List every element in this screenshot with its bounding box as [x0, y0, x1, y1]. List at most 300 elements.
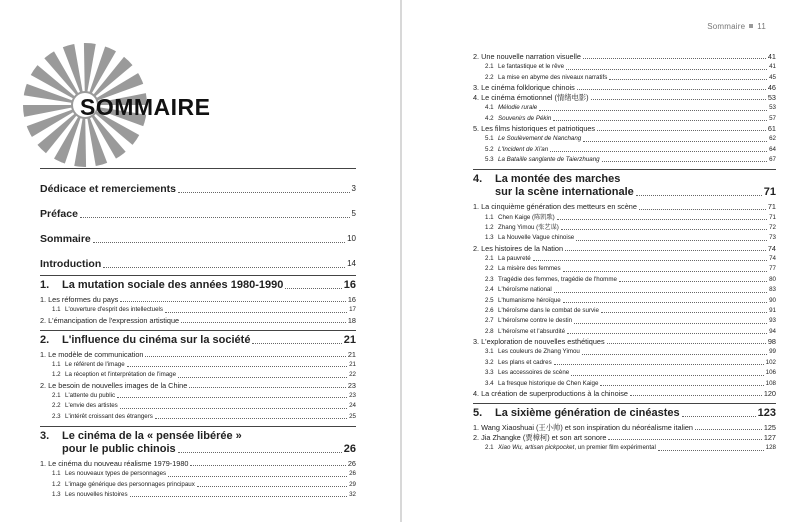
toc-entry-label	[40, 350, 143, 360]
toc-entry-label	[40, 459, 188, 469]
toc-entry-label	[485, 254, 531, 264]
toc-entry-text: 1. Wang Xiaoshuai (王小帅) et son inspiration du néoréalisme italien	[473, 423, 693, 433]
toc-entry-label	[485, 306, 599, 316]
toc-entry-label	[473, 433, 606, 443]
chapter-page: 123	[757, 407, 776, 420]
toc-subsection-entry	[473, 296, 776, 306]
dot-leader	[565, 250, 766, 251]
toc-subsection-entry	[473, 145, 776, 155]
toc-page-number: 45	[769, 73, 776, 81]
toc-entry-label	[473, 244, 563, 254]
toc-entry-label: Dédicace et remerciements	[40, 183, 176, 195]
chapter-number: 2.	[40, 333, 50, 346]
toc-entry-label	[485, 73, 607, 83]
toc-entry-label	[473, 52, 581, 62]
toc-page-number: 10	[347, 234, 356, 243]
toc-subsection-entry	[473, 134, 776, 144]
toc-entry-number: 1.2	[52, 480, 61, 488]
toc-subsection-entry	[473, 73, 776, 83]
toc-entry-text: L'héroïsme national	[498, 286, 552, 294]
dot-leader	[557, 219, 767, 220]
toc-entry-number: 2.6	[485, 306, 494, 314]
toc-entry-number: 2.8	[485, 327, 494, 335]
dot-leader	[155, 418, 347, 419]
toc-entry-number: 5.1	[485, 135, 494, 143]
toc-entry-text-rest: , un premier film expérimental	[574, 444, 656, 452]
toc-entry-text: La misère des femmes	[498, 265, 561, 273]
toc-page-number: 25	[349, 412, 356, 420]
toc-entry-text: L'Incident de Xi'an	[498, 145, 549, 153]
toc-page-number: 61	[767, 124, 776, 134]
toc-entry-text: 5. Les films historiques et patriotiques	[473, 124, 596, 134]
dot-leader	[576, 240, 767, 241]
dot-leader	[189, 387, 346, 388]
toc-entry-label	[485, 134, 581, 144]
toc-entry-label	[40, 381, 187, 391]
dot-leader	[168, 476, 347, 477]
toc-section-entry	[473, 202, 776, 212]
toc-subsection-entry	[40, 305, 356, 315]
chapter-title: Le cinéma de la « pensée libérée »	[62, 430, 242, 443]
running-head-text: Sommaire	[707, 22, 746, 31]
toc-subsection-entry	[40, 401, 356, 411]
chapter-title: sur la scène internationale	[495, 186, 634, 199]
toc-page-number: 108	[765, 379, 776, 387]
page-title: SOMMAIRE	[80, 94, 211, 120]
dot-leader	[190, 465, 345, 466]
toc-page-number: 64	[769, 145, 776, 153]
toc-entry-label	[52, 469, 166, 479]
toc-entry-text: 2. L'émancipation de l'expression artistique	[40, 315, 180, 325]
toc-entry-text: L'intérêt croissant des étrangers	[65, 412, 153, 420]
toc-entry-text: La pauvreté	[498, 255, 531, 263]
dot-leader	[695, 429, 762, 430]
dot-leader	[639, 209, 766, 210]
toc-entry-label	[485, 223, 559, 233]
toc-page-number: 53	[767, 93, 776, 103]
toc-page-number: 73	[769, 234, 776, 242]
dot-leader	[582, 354, 767, 355]
toc-subsection-entry	[473, 316, 776, 326]
toc-subsection-entry	[40, 391, 356, 401]
toc-entry-number: 2.3	[52, 412, 61, 420]
front-matter-block	[40, 168, 356, 271]
toc-entry-label	[485, 62, 564, 72]
toc-entry-label	[485, 155, 600, 165]
dot-leader	[93, 242, 345, 243]
toc-page-number: 22	[349, 371, 356, 379]
dot-leader	[130, 496, 348, 497]
toc-entry-text: La Bataille sanglante de Taierzhuang	[498, 156, 600, 164]
toc-entry-text: Le Soulèvement de Nanchang	[498, 135, 582, 143]
toc-page-number: 125	[763, 423, 776, 433]
toc-entry-text: Zhang Yimou (张艺谋)	[498, 224, 559, 232]
toc-front-entry	[40, 250, 356, 271]
toc-entry-text: L'héroïsme et l'absurdité	[498, 327, 566, 335]
toc-subsection-entry	[473, 306, 776, 316]
toc-page-number: 16	[347, 295, 356, 304]
dot-leader	[181, 322, 346, 323]
toc-page-number: 67	[769, 156, 776, 164]
toc-entry-text: Les couleurs de Zhang Yimou	[498, 348, 580, 356]
toc-entry-text: Les accessoires de scène	[498, 369, 570, 377]
toc-subsection-entry	[40, 469, 356, 479]
toc-left	[40, 164, 356, 500]
toc-entry-text: Le référent de l'image	[65, 360, 125, 368]
toc-entry-label	[485, 275, 617, 285]
toc-entry-text: La mise en abyme des niveaux narratifs	[498, 73, 608, 81]
toc-entry-label	[485, 443, 656, 453]
toc-entry-text: La fresque historique de Chen Kaige	[498, 379, 599, 387]
dot-leader	[554, 292, 767, 293]
toc-entry-label	[40, 295, 118, 305]
toc-entry-number: 1.1	[52, 360, 61, 368]
toc-entry-label	[485, 368, 569, 378]
toc-entry-number: 4.1	[485, 104, 494, 112]
toc-page-number: 99	[769, 348, 776, 356]
toc-page-number: 41	[769, 63, 776, 71]
toc-page-number: 102	[765, 358, 776, 366]
chapter-block	[40, 275, 356, 326]
toc-page-number: 23	[347, 380, 356, 390]
chapter-title-line	[473, 173, 776, 186]
toc-subsection-entry	[40, 370, 356, 380]
toc-subsection-entry	[473, 62, 776, 72]
toc-entry-text: 1. Les réformes du pays	[40, 295, 119, 304]
toc-entry-label	[52, 490, 128, 500]
running-head	[707, 22, 766, 31]
toc-entry-text: L'humanisme héroïque	[498, 296, 561, 304]
chapter-heading	[473, 407, 680, 420]
dot-leader	[554, 364, 764, 365]
toc-entry-number: 2.2	[485, 265, 494, 273]
dot-leader	[103, 267, 345, 268]
chapter-title-line	[40, 430, 356, 443]
chapter-page: 71	[763, 186, 776, 199]
toc-entry-label	[52, 305, 163, 315]
toc-entry-number: 1.1	[52, 470, 61, 478]
toc-entry-text: Chen Kaige (陈凯歌)	[498, 213, 555, 221]
toc-page-number: 77	[769, 265, 776, 273]
toc-page-number: 26	[349, 470, 356, 478]
dot-leader	[533, 260, 767, 261]
toc-entry-number: 2.2	[52, 402, 61, 410]
toc-page-number: 62	[769, 135, 776, 143]
chapter-heading	[40, 334, 250, 347]
toc-entry-number: 3.1	[485, 348, 494, 356]
toc-entry-label	[485, 213, 555, 223]
toc-entry-number: 2.1	[485, 444, 494, 452]
toc-subsection-entry	[473, 103, 776, 113]
dot-leader	[553, 120, 767, 121]
toc-subsection-entry	[473, 114, 776, 124]
toc-page-number: 29	[349, 480, 356, 488]
toc-entry-label	[52, 391, 115, 401]
toc-subsection-entry	[473, 358, 776, 368]
toc-page-number: 24	[349, 402, 356, 410]
dot-leader	[607, 343, 766, 344]
toc-entry-number: 1.2	[52, 371, 61, 379]
toc-subsection-entry	[473, 223, 776, 233]
dot-leader	[127, 366, 347, 367]
toc-entry-label	[473, 423, 693, 433]
toc-entry-number: 2.3	[485, 275, 494, 283]
toc-entry-label	[52, 370, 176, 380]
toc-page-number: 93	[769, 317, 776, 325]
dot-leader	[563, 271, 768, 272]
toc-page-number: 72	[769, 224, 776, 232]
toc-entry-text: Le fantastique et le rêve	[498, 63, 565, 71]
chapter-number: 4.	[473, 173, 483, 186]
toc-entry-label	[485, 316, 572, 326]
toc-page-number: 74	[769, 255, 776, 263]
toc-entry-label	[485, 145, 548, 155]
toc-entry-label	[485, 264, 561, 274]
toc-page-number: 3	[351, 184, 356, 193]
chapter-title-cont	[62, 443, 176, 456]
dot-leader	[601, 312, 767, 313]
dot-leader	[550, 151, 767, 152]
toc-entry-label	[52, 480, 195, 490]
toc-subsection-entry	[473, 379, 776, 389]
toc-entry-label	[473, 83, 575, 93]
chapter-title: La mutation sociale des années 1980-1990	[62, 279, 284, 291]
dot-leader	[178, 192, 350, 193]
chapter-title-line	[473, 407, 776, 420]
dot-leader	[252, 343, 341, 344]
toc-entry-text: 1. Le modèle de communication	[40, 349, 144, 359]
toc-entry-label	[485, 327, 565, 337]
toc-page-number: 53	[769, 104, 776, 112]
toc-subsection-entry	[473, 347, 776, 357]
square-bullet-icon	[749, 24, 753, 28]
dot-leader	[567, 333, 767, 334]
toc-section-entry	[40, 350, 356, 360]
toc-entry-label	[52, 401, 118, 411]
toc-subsection-entry	[473, 327, 776, 337]
chapter-title-line	[40, 334, 356, 347]
toc-subsection-entry	[40, 412, 356, 422]
toc-entry-label	[52, 360, 125, 370]
toc-entry-text: Souvenirs de Pékin	[498, 114, 552, 122]
dot-leader	[120, 408, 347, 409]
toc-entry-number: 2.1	[485, 255, 494, 263]
chapter-title-line-2	[40, 443, 356, 456]
toc-page-number: 21	[347, 349, 356, 359]
toc-subsection-entry	[473, 443, 776, 453]
dot-leader	[583, 141, 767, 142]
toc-entry-number: 2.4	[485, 286, 494, 294]
chapter-block	[473, 169, 776, 399]
toc-right	[473, 52, 776, 454]
toc-section-entry	[40, 459, 356, 469]
chapter-title-line-2	[473, 186, 776, 199]
toc-page-number: 83	[769, 286, 776, 294]
toc-entry-number: 1.1	[52, 306, 61, 314]
toc-front-entry	[40, 175, 356, 196]
toc-section-entry	[473, 337, 776, 347]
toc-page-number: 106	[765, 369, 776, 377]
toc-page-number: 5	[351, 209, 356, 218]
toc-section-entry	[473, 124, 776, 134]
toc-section-entry	[473, 93, 776, 103]
toc-front-entry	[40, 200, 356, 221]
dot-leader	[165, 312, 347, 313]
toc-entry-number: 2.2	[485, 73, 494, 81]
toc-entry-text: 3. Le cinéma folklorique chinois	[473, 82, 575, 92]
toc-entry-label	[473, 93, 589, 103]
toc-entry-label	[485, 114, 551, 124]
chapter-block	[40, 426, 356, 500]
dot-leader	[591, 99, 766, 100]
toc-entry-number: 3.4	[485, 379, 494, 387]
dot-leader	[539, 110, 767, 111]
chapter-block	[40, 330, 356, 422]
toc-section-entry	[473, 423, 776, 433]
dot-leader	[563, 302, 767, 303]
chapter-number: 5.	[473, 407, 483, 420]
toc-section-entry	[473, 52, 776, 62]
dot-leader	[636, 195, 762, 196]
toc-entry-label	[473, 124, 595, 134]
dot-leader	[566, 69, 767, 70]
chapter-heading	[40, 279, 283, 292]
dot-leader	[630, 395, 762, 396]
chapter-number: 3.	[40, 430, 50, 443]
toc-section-entry	[473, 433, 776, 443]
toc-entry-label	[52, 412, 153, 422]
toc-subsection-entry	[473, 368, 776, 378]
toc-entry-text: 4. La création de superproductions à la chinoise	[473, 388, 628, 398]
toc-page-number: 23	[349, 391, 356, 399]
toc-entry-label	[485, 379, 598, 389]
toc-page-number: 26	[347, 459, 356, 469]
dot-leader	[80, 217, 350, 218]
toc-subsection-entry	[473, 155, 776, 165]
toc-entry-number: 2.1	[52, 391, 61, 399]
toc-entry-label	[485, 233, 574, 243]
toc-section-entry	[40, 381, 356, 391]
chapter-title: pour le public chinois	[62, 443, 176, 456]
toc-subsection-entry	[473, 275, 776, 285]
page-number: 11	[757, 22, 766, 31]
toc-subsection-entry	[473, 285, 776, 295]
toc-entry-number: 2.5	[485, 296, 494, 304]
toc-page-number: 57	[769, 114, 776, 122]
toc-entry-number: 4.2	[485, 114, 494, 122]
toc-entry-text: Mélodie rurale	[498, 104, 538, 112]
toc-page-number: 21	[349, 360, 356, 368]
toc-page-number: 17	[349, 306, 356, 314]
toc-page-number: 74	[767, 243, 776, 253]
dot-leader	[574, 323, 767, 324]
toc-entry-text: 2. Jia Zhangke (贾樟柯) et son art sonore	[473, 433, 607, 443]
chapter-page: 16	[343, 279, 356, 291]
toc-section-entry	[473, 83, 776, 93]
dot-leader	[197, 486, 347, 487]
toc-entry-text: 1. La cinquième génération des metteurs en scène	[473, 202, 637, 212]
toc-subsection-entry	[473, 213, 776, 223]
dot-leader	[658, 450, 764, 451]
dot-leader	[600, 385, 763, 386]
chapter-title: L'influence du cinéma sur la société	[62, 333, 251, 346]
toc-entry-text: Les nouveaux types de personnages	[65, 470, 167, 478]
toc-subsection-entry	[473, 254, 776, 264]
toc-entry-text: 3. L'exploration de nouvelles esthétiques	[473, 337, 605, 347]
toc-entry-label	[473, 337, 605, 347]
toc-entry-label	[485, 358, 552, 368]
toc-section-entry	[473, 389, 776, 399]
toc-entry-number: 3.2	[485, 358, 494, 366]
toc-entry-text: La réception et l'interprétation de l'image	[65, 371, 177, 379]
toc-entry-label	[485, 103, 537, 113]
toc-entry-text: 4. Le cinéma émotionnel (情绪电影)	[473, 93, 589, 103]
dot-leader	[619, 281, 767, 282]
toc-entry-number: 2.1	[485, 63, 494, 71]
toc-entry-text: 1. Le cinéma du nouveau réalisme 1979-1980	[40, 459, 189, 469]
chapter-title: La montée des marches	[495, 173, 621, 186]
toc-entry-label: Introduction	[40, 258, 102, 270]
toc-entry-label	[485, 296, 561, 306]
toc-page-number: 71	[769, 213, 776, 221]
toc-entry-label: Sommaire	[40, 233, 91, 245]
toc-entry-text: L'héroïsme contre le destin	[498, 317, 573, 325]
toc-page-number: 94	[769, 327, 776, 335]
toc-entry-number: 2.7	[485, 317, 494, 325]
dot-leader	[561, 229, 767, 230]
dot-leader	[577, 89, 766, 90]
chapter-title: La sixième génération de cinéastes	[495, 407, 680, 420]
toc-page-number: 46	[767, 82, 776, 92]
dot-leader	[602, 161, 768, 162]
toc-entry-number: 1.3	[52, 491, 61, 499]
toc-entry-number: 1.1	[485, 213, 494, 221]
toc-entry-number: 5.3	[485, 156, 494, 164]
toc-entry-text: 2. Une nouvelle narration visuelle	[473, 52, 581, 61]
toc-page-number: 127	[763, 433, 776, 443]
right-page	[402, 0, 800, 522]
toc-subsection-entry	[40, 480, 356, 490]
toc-page-number: 41	[767, 52, 776, 61]
dot-leader	[583, 58, 766, 59]
toc-entry-text: L'envie des artistes	[65, 402, 118, 410]
toc-page-number: 32	[349, 491, 356, 499]
dot-leader	[609, 79, 767, 80]
dot-leader	[120, 301, 346, 302]
toc-entry-label	[485, 347, 580, 357]
toc-page-number: 91	[769, 306, 776, 314]
toc-entry-text: Tragédie des femmes, tragédie de l'homme	[498, 275, 617, 283]
toc-subsection-entry	[473, 233, 776, 243]
toc-entry-text: L'héroïsme dans le combat de survie	[498, 306, 599, 314]
toc-page-number: 80	[769, 275, 776, 283]
chapter-page: 26	[343, 443, 356, 456]
dot-leader	[285, 288, 341, 289]
toc-page-number: 128	[765, 444, 776, 452]
toc-entry-text: L'ouverture d'esprit des intellectuels	[65, 306, 163, 314]
toc-entry-text: L'attente du public	[65, 391, 116, 399]
toc-entry-text: La Nouvelle Vague chinoise	[498, 234, 575, 242]
dot-leader	[608, 439, 761, 440]
chapter-title-line	[40, 279, 356, 292]
dot-leader	[571, 375, 763, 376]
toc-page-number: 71	[767, 202, 776, 212]
chapter-page: 21	[343, 333, 356, 346]
toc-entry-label	[40, 316, 179, 326]
toc-entry-label: Préface	[40, 208, 78, 220]
dot-leader	[178, 452, 342, 453]
dot-leader	[178, 377, 347, 378]
